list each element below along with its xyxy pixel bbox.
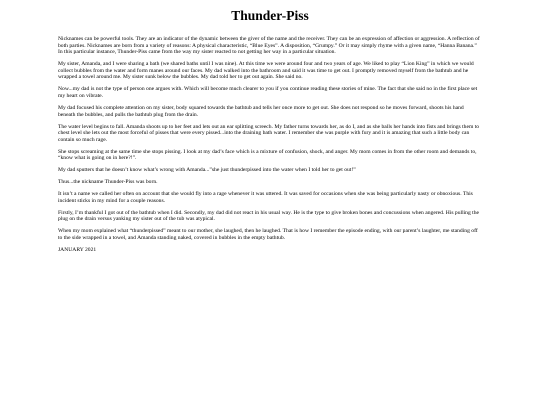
- paragraph-1: Nicknames can be powerful tools. They are an indicator of the dynamic between the giver of the name and the receiver. They can be an expression of affection or aggression. A reflection of both parties. Nicknames are born from a variety of reasons: A physical characteristic, “Blue Eyes”. A disposition, “Grumpy.” Or it may simply rhyme with a given name, “Hanna Banana.” In this particular instance, Thunder-Piss came from the way my sister reacted to not getting her way in a particular situation.: [58, 36, 480, 56]
- paragraph-3: Now...my dad is not the type of person one argues with. Which will become much clearer to you if you continue reading these stories of mine. The fact that she said no in the first place set my heart on vibrate.: [58, 86, 478, 99]
- paragraph-4: My dad focused his complete attention on my sister, body squared towards the bathtub and tells her once more to get out. She does not respond so he moves forward, shoots his hand beneath the bubbles, and pulls the bathtub plug from the drain.: [58, 104, 464, 118]
- paragraph-9: It isn’t a name we called her often on account that she would fly into a rage whenever it was uttered. It was saved for occasions when she was being particularly nasty or obnoxious. This incident sticks in my mind for a couple reasons.: [58, 191, 473, 204]
- paragraph-2: My sister, Amanda, and I were sharing a bath (we shared baths until I was nine). At this time we were around four and two years of age. We liked to play “Lion King” in which we would collect bubbles from the water and form manes around our faces. My dad walked into the bathroom and said it was time to get out. I promptly removed myself from the bathtub and he wrapped a towel around me. My sister sunk below the bubbles. My dad told her to get out again. She said no.: [58, 61, 474, 81]
- document-title: Thunder-Piss: [231, 8, 309, 23]
- document-date: JANUARY 2021: [58, 246, 97, 253]
- paragraph-8: Thus...the nickname Thunder-Piss was born.: [58, 179, 158, 186]
- paragraph-10: Firstly, I’m thankful I got out of the bathtub when I did. Secondly, my dad did not react in his usual way. He is the type to give broken bones and concussions when angered. His pulling the plug on the drain versus yanking my sister out of the tub was atypical.: [58, 209, 480, 223]
- paragraph-11: When my mom explained what “thunderpissed” meant to our mother, she laughed, then he laughed. That is how I remember the episode ending, with our parent’s laughter, me standing off to the side wrapped in a towel, and Amanda standing naked, covered in bubbles in the empty bathtub.: [58, 228, 478, 241]
- paragraph-7: My dad sputters that he doesn’t know what’s wrong with Amanda...”she just thunderpissed into the water when I told her to get out!”: [58, 167, 356, 174]
- paragraph-6: She stops screaming at the same time she stops pissing. I look at my dad’s face which is a mixture of confusion, shock, and anger. My mom comes in from the other room and demands to, “know what is going on in here?!”.: [58, 148, 477, 162]
- paragraph-5: The water level begins to fall. Amanda shoots up to her feet and lets out an ear splitting screech. My father turns towards her, as do I, and as she balls her hands into fists and brings them to chest level she lets out the most forceful of pisses that were every pissed...into the draining bath water. I remember she was purple with fury and it is amazing that such a little body can contain so much rage.: [58, 123, 480, 143]
